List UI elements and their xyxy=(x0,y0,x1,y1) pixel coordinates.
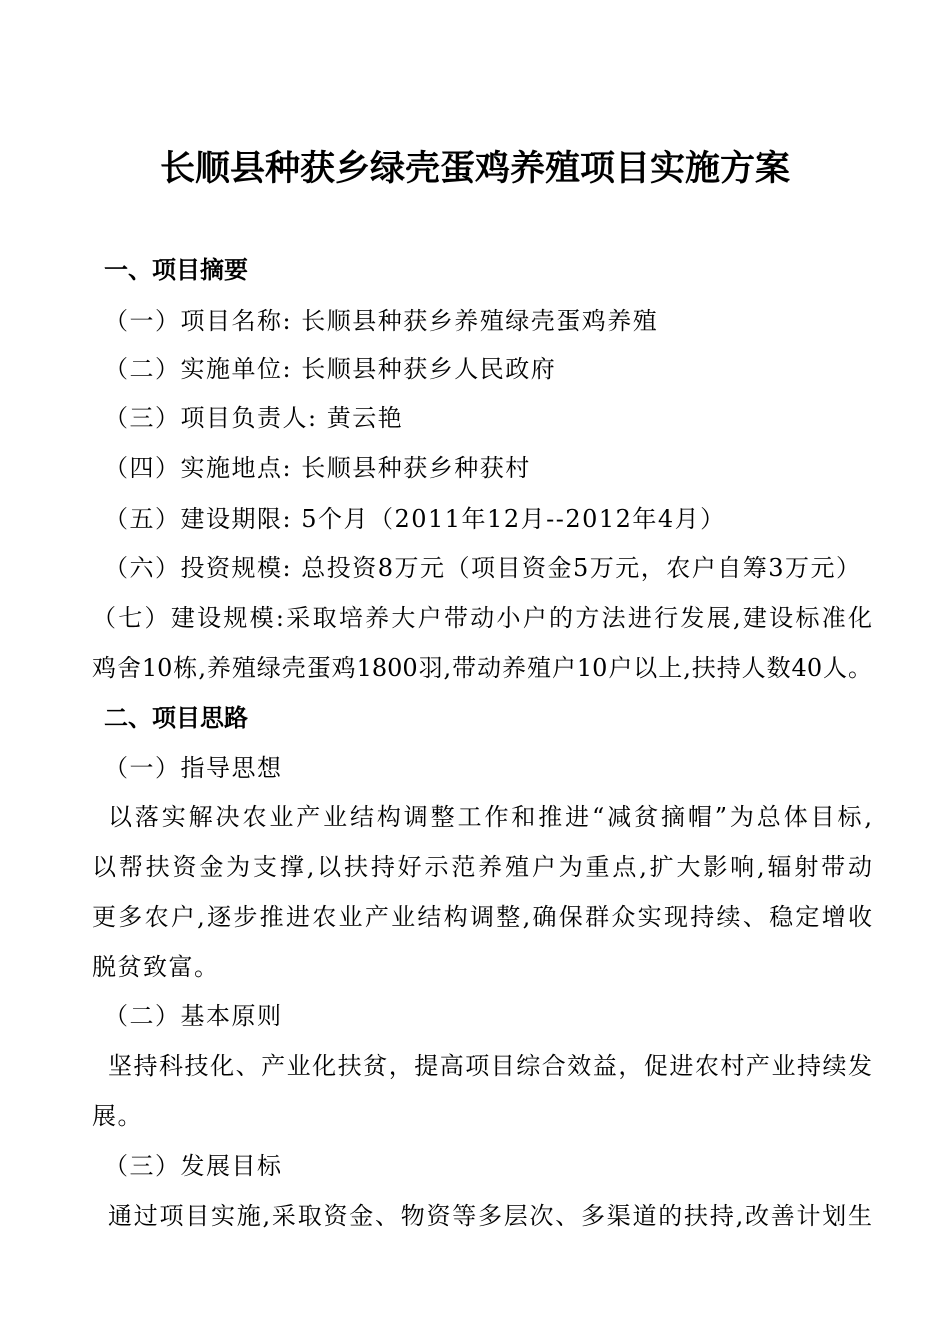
paragraph-basic-principles-line1: 坚持科技化、产业化扶贫，提高项目综合效益，促进农村产业持续发 xyxy=(108,1052,872,1080)
paragraph-guiding-thought-line3: 更多农户,逐步推进农业产业结构调整,确保群众实现持续、稳定增收 xyxy=(92,903,872,931)
summary-item-location: （四）实施地点: 长顺县种获乡种获村 xyxy=(104,454,531,482)
summary-item-period: （五）建设期限: 5个月（2011年12月--2012年4月） xyxy=(104,505,726,533)
summary-item-leader: （三）项目负责人: 黄云艳 xyxy=(104,404,404,432)
summary-item-unit: （二）实施单位: 长顺县种获乡人民政府 xyxy=(104,355,557,383)
summary-item-scale-line2: 鸡舍10栋,养殖绿壳蛋鸡1800羽,带动养殖户10户以上,扶持人数40人。 xyxy=(92,654,872,682)
subheading-basic-principles: （二）基本原则 xyxy=(104,1002,283,1030)
paragraph-guiding-thought-line1: 以落实解决农业产业结构调整工作和推进“减贫摘帽”为总体目标, xyxy=(108,803,872,831)
summary-item-name: （一）项目名称: 长顺县种获乡养殖绿壳蛋鸡养殖 xyxy=(104,307,659,335)
paragraph-development-goals-line1: 通过项目实施,采取资金、物资等多层次、多渠道的扶持,改善计划生 xyxy=(108,1202,872,1230)
subheading-guiding-thought: （一）指导思想 xyxy=(104,754,283,782)
summary-item-scale-line1: （七）建设规模:采取培养大户带动小户的方法进行发展,建设标准化 xyxy=(92,604,872,632)
document-title: 长顺县种获乡绿壳蛋鸡养殖项目实施方案 xyxy=(159,148,790,189)
paragraph-guiding-thought-line2: 以帮扶资金为支撑,以扶持好示范养殖户为重点,扩大影响,辐射带动 xyxy=(92,853,872,881)
section-heading-summary: 一、项目摘要 xyxy=(104,256,248,284)
paragraph-basic-principles-line2: 展。 xyxy=(92,1102,143,1130)
summary-item-investment: （六）投资规模: 总投资8万元（项目资金5万元，农户自筹3万元） xyxy=(104,554,862,582)
section-heading-approach: 二、项目思路 xyxy=(104,704,248,732)
paragraph-guiding-thought-line4: 脱贫致富。 xyxy=(92,953,220,981)
subheading-development-goals: （三）发展目标 xyxy=(104,1152,283,1180)
